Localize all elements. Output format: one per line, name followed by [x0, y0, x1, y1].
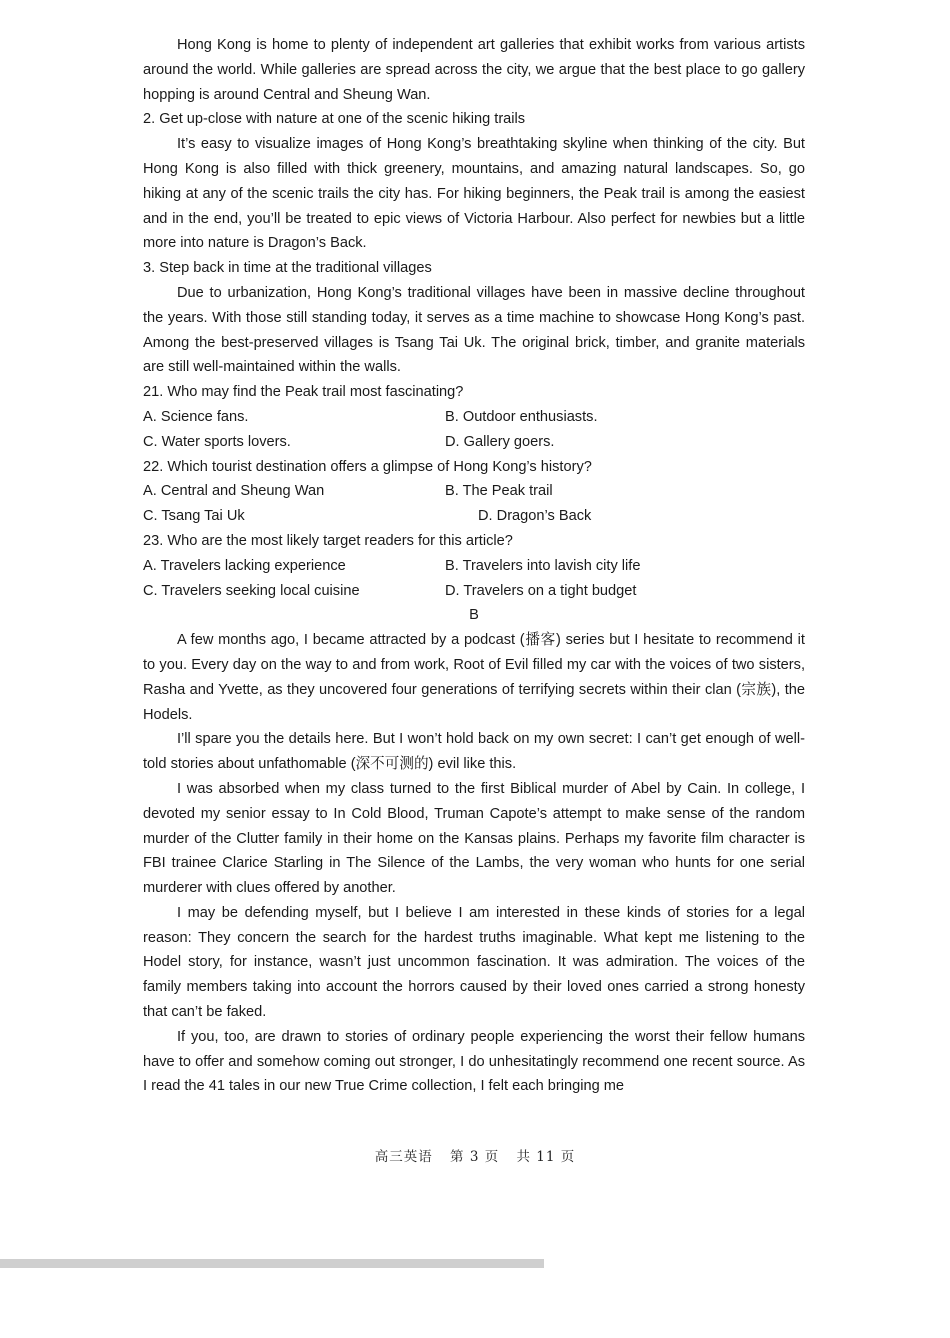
passage-b-p1-gloss-podcast: 播客 — [524, 631, 556, 649]
question-21-option-b: B. Outdoor enthusiasts. — [445, 408, 598, 425]
question-21-options-row-1 — [143, 405, 805, 430]
question-22-options-row-1 — [143, 479, 805, 504]
page-footer — [0, 1145, 950, 1165]
horizontal-scrollbar[interactable] — [0, 1259, 950, 1270]
scrollbar-thumb[interactable] — [0, 1259, 544, 1268]
passage-b-paragraph-2 — [143, 727, 805, 777]
question-21-option-d: D. Gallery goers. — [445, 433, 555, 450]
passage-b-p1-text-1: A few months ago, I became attracted by a podcast ( — [177, 632, 525, 649]
passage-b-paragraph-5: If you, too, are drawn to stories of ordinary people experiencing the worst their fellow humans have to offer and somehow coming out stronger, I do unhesitatingly recommend one recent source. As I read the 41 tales in our new True Crime collection, I felt each bringing me — [143, 1028, 805, 1095]
question-22-option-d: D. Dragon’s Back — [478, 508, 592, 525]
passage-b-p2-text-1: I’ll spare you the details here. But I won’t hold back on my own secret: I can’t get enough of well-told stories about unfathomable ( — [143, 731, 805, 773]
question-22-option-a: A. Central and Sheung Wan — [143, 483, 325, 500]
passage-b-p2-text-2: ) evil like this. — [428, 756, 517, 773]
question-21-option-a: A. Science fans. — [143, 408, 249, 425]
question-23-options-row-1 — [143, 554, 805, 579]
passage-b-paragraph-1 — [143, 628, 805, 727]
section-2-heading: 2. Get up-close with nature at one of the scenic hiking trails — [143, 111, 526, 128]
passage-b-p1-text-2: ) series but I hesitate to recommend it to you. Every day on the way to and from work, Root of Evil filled my car with the voices of two sisters, Rasha and Yvette, as they uncovered four generations of terrifying secrets within their clan ( — [143, 632, 805, 698]
question-21-options-row-2 — [143, 430, 805, 455]
passage-b-paragraph-3: I was absorbed when my class turned to the first Biblical murder of Abel by Cain. In college, I devoted my senior essay to In Cold Blood, Truman Capote’s attempt to make sense of the random murder of the Clutter family in their home on the Kansas plains. Perhaps my favorite film character is FBI trainee Clarice Starling in The Silence of the Lambs, the very woman who hunts for one serial murderer with clues offered by another. — [143, 780, 805, 897]
footer-subject: 高三英语 — [374, 1149, 433, 1165]
footer-total-pages: 共 11 页 — [516, 1149, 576, 1165]
document-page — [143, 33, 805, 1099]
section-3-paragraph: Due to urbanization, Hong Kong’s traditional villages have been in massive decline throughout the years. With those still standing today, it serves as a time machine to showcase Hong Kong’s past. Among the best-preserved villages is Tsang Tai Uk. The original brick, timber, and granite materials are still well-maintained within the walls. — [143, 284, 805, 376]
intro-paragraph: Hong Kong is home to plenty of independent art galleries that exhibit works from various artists around the world. While galleries are spread across the city, we argue that the best place to go gallery hopping is around Central and Sheung Wan. — [143, 37, 805, 103]
question-23-option-a: A. Travelers lacking experience — [143, 557, 346, 574]
question-22-option-b: B. The Peak trail — [445, 483, 553, 500]
question-23-option-c: C. Travelers seeking local cuisine — [143, 582, 360, 599]
question-23-stem: 23. Who are the most likely target readers for this article? — [143, 532, 513, 549]
passage-b-p1-gloss-clan: 宗族 — [741, 680, 772, 698]
section-2-paragraph: It’s easy to visualize images of Hong Kong’s breathtaking skyline when thinking of the city. But Hong Kong is also filled with thick greenery, mountains, and amazing natural landscapes. So, go hiking at any of the scenic trails the city has. For hiking beginners, the Peak trail is among the easiest and in the end, you’ll be treated to epic views of Victoria Harbour. Also perfect for newbies but a little more into nature is Dragon’s Back. — [143, 136, 805, 252]
question-21-stem: 21. Who may find the Peak trail most fascinating? — [143, 384, 464, 401]
question-23-option-d: D. Travelers on a tight budget — [445, 582, 637, 599]
passage-b-paragraph-4: I may be defending myself, but I believe I am interested in these kinds of stories for a legal reason: They concern the search for the hardest truths imaginable. What kept me listening to the Hodel story, for instance, wasn’t just uncommon fascination. It was admiration. The voices of the family members taking into account the horrors caused by their loved ones carried a strong honesty that can’t be faked. — [143, 904, 805, 1021]
passage-b-p2-gloss-unfathomable: 深不可测的 — [355, 755, 429, 773]
section-3-heading: 3. Step back in time at the traditional villages — [143, 260, 432, 277]
footer-page-number: 第 3 页 — [450, 1149, 500, 1165]
question-23-options-row-2 — [143, 579, 805, 604]
question-23-option-b: B. Travelers into lavish city life — [445, 557, 641, 574]
question-22-options-row-2 — [143, 504, 805, 529]
section-b-letter: B — [469, 607, 479, 624]
question-22-stem: 22. Which tourist destination offers a glimpse of Hong Kong’s history? — [143, 458, 592, 475]
question-22-option-c: C. Tsang Tai Uk — [143, 508, 245, 525]
passage-b-p1-text-3: ), the Hodels. — [143, 681, 805, 723]
question-21-option-c: C. Water sports lovers. — [143, 433, 291, 450]
